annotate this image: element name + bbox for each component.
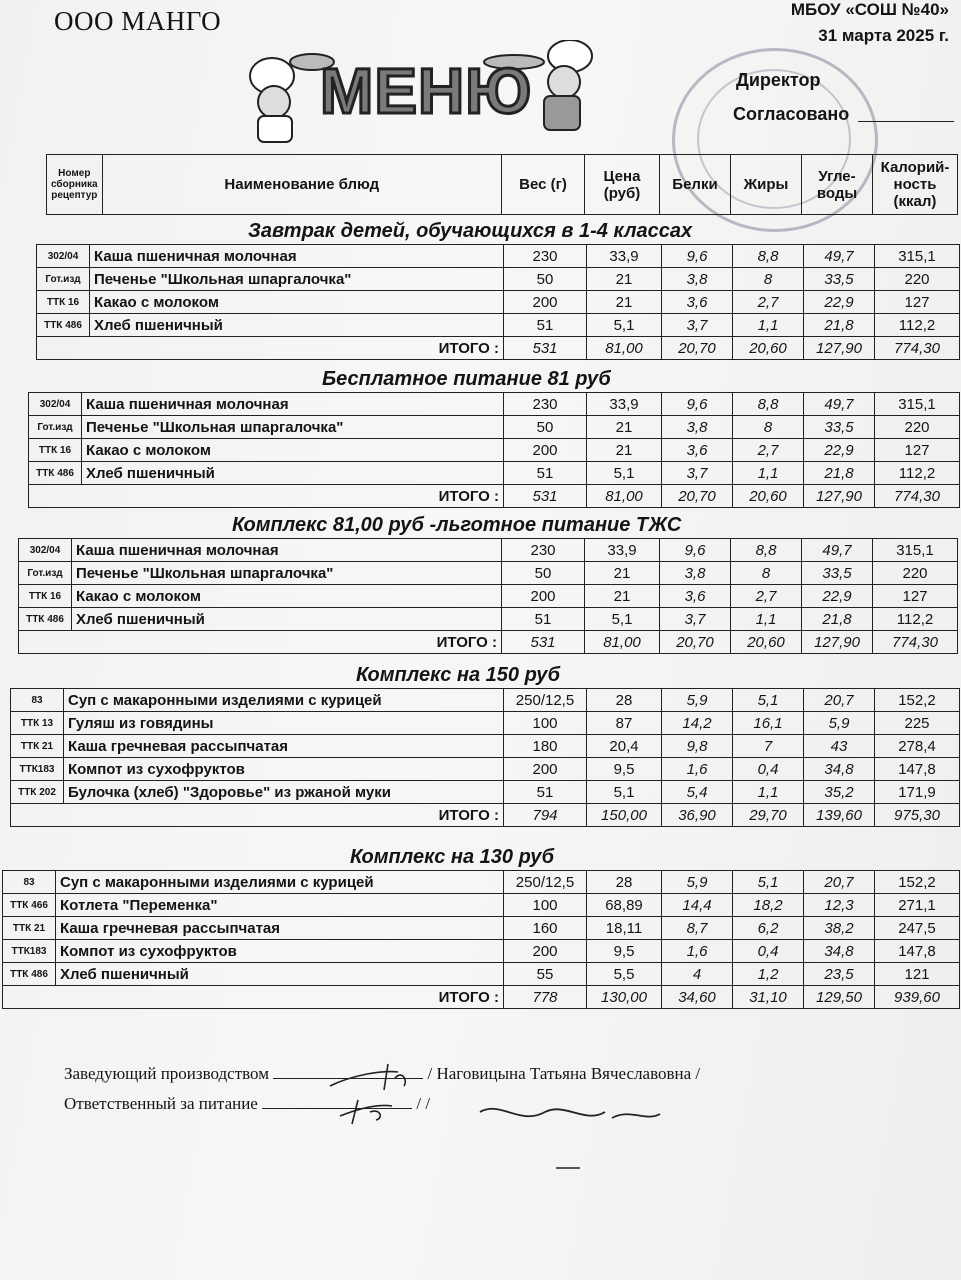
cell-fat: 8,8 xyxy=(733,245,804,268)
table-row xyxy=(19,539,958,562)
total-price: 150,00 xyxy=(587,804,662,827)
total-protein: 20,70 xyxy=(662,337,733,360)
table-row xyxy=(11,781,960,804)
cell-price: 5,5 xyxy=(587,963,662,986)
head-production-label: Заведующий производством xyxy=(64,1064,269,1083)
cell-weight: 250/12,5 xyxy=(504,871,587,894)
col-recipe-number: Номер сборника рецептур xyxy=(47,155,103,215)
dish-name: Хлеб пшеничный xyxy=(82,462,504,485)
cell-price: 87 xyxy=(587,712,662,735)
menu-title: МЕНЮ xyxy=(320,55,533,127)
section-table xyxy=(2,870,960,1009)
recipe-code: 302/04 xyxy=(29,393,82,416)
recipe-code: ТТК 16 xyxy=(29,439,82,462)
cell-cal: 112,2 xyxy=(875,462,960,485)
cell-price: 28 xyxy=(587,871,662,894)
cell-fat: 8,8 xyxy=(733,393,804,416)
table-row xyxy=(37,268,960,291)
cell-protein: 3,8 xyxy=(662,416,733,439)
table-row xyxy=(11,758,960,781)
cell-cal: 220 xyxy=(873,562,958,585)
cell-fat: 7 xyxy=(733,735,804,758)
table-row xyxy=(3,940,960,963)
dish-name: Каша пшеничная молочная xyxy=(72,539,502,562)
cell-cal: 147,8 xyxy=(875,758,960,781)
total-weight: 794 xyxy=(504,804,587,827)
cell-weight: 200 xyxy=(504,439,587,462)
cell-carbs: 23,5 xyxy=(804,963,875,986)
cell-protein: 4 xyxy=(662,963,733,986)
cell-fat: 1,1 xyxy=(733,314,804,337)
total-carbs: 127,90 xyxy=(804,485,875,508)
cell-price: 21 xyxy=(587,291,662,314)
cell-cal: 112,2 xyxy=(875,314,960,337)
table-row xyxy=(29,462,960,485)
dish-name: Печенье "Школьная шпаргалочка" xyxy=(82,416,504,439)
total-price: 130,00 xyxy=(587,986,662,1009)
cell-price: 21 xyxy=(587,439,662,462)
table-row xyxy=(11,712,960,735)
cell-price: 21 xyxy=(585,585,660,608)
total-label: ИТОГО : xyxy=(3,986,504,1009)
cell-weight: 230 xyxy=(502,539,585,562)
total-cal: 975,30 xyxy=(875,804,960,827)
cell-cal: 278,4 xyxy=(875,735,960,758)
cell-fat: 1,1 xyxy=(733,781,804,804)
cell-cal: 121 xyxy=(875,963,960,986)
cell-price: 21 xyxy=(587,268,662,291)
recipe-code: Гот.изд xyxy=(37,268,90,291)
cell-protein: 3,7 xyxy=(660,608,731,631)
recipe-code: ТТК183 xyxy=(11,758,64,781)
cell-fat: 18,2 xyxy=(733,894,804,917)
total-weight: 531 xyxy=(504,485,587,508)
table-row xyxy=(3,963,960,986)
cell-carbs: 33,5 xyxy=(804,416,875,439)
total-label: ИТОГО : xyxy=(37,337,504,360)
menu-logo xyxy=(232,40,612,150)
cell-fat: 1,1 xyxy=(733,462,804,485)
section-table xyxy=(10,688,960,827)
cell-price: 9,5 xyxy=(587,940,662,963)
cell-cal: 315,1 xyxy=(875,245,960,268)
cell-weight: 100 xyxy=(504,894,587,917)
cell-weight: 230 xyxy=(504,245,587,268)
total-fat: 20,60 xyxy=(733,485,804,508)
cell-carbs: 33,5 xyxy=(804,268,875,291)
section-table xyxy=(36,244,960,360)
responsible-label: Ответственный за питание xyxy=(64,1094,258,1113)
recipe-code: ТТК 13 xyxy=(11,712,64,735)
total-row xyxy=(37,337,960,360)
total-row xyxy=(3,986,960,1009)
cell-weight: 200 xyxy=(504,940,587,963)
table-row xyxy=(3,871,960,894)
cell-weight: 200 xyxy=(504,758,587,781)
dish-name: Каша пшеничная молочная xyxy=(90,245,504,268)
recipe-code: 83 xyxy=(11,689,64,712)
cell-price: 5,1 xyxy=(585,608,660,631)
total-weight: 531 xyxy=(502,631,585,654)
section-title: Бесплатное питание 81 руб xyxy=(322,368,611,390)
cell-price: 9,5 xyxy=(587,758,662,781)
cell-price: 33,9 xyxy=(585,539,660,562)
cell-cal: 247,5 xyxy=(875,917,960,940)
table-row xyxy=(37,245,960,268)
cell-price: 28 xyxy=(587,689,662,712)
cell-carbs: 20,7 xyxy=(804,689,875,712)
recipe-code: ТТК 486 xyxy=(19,608,72,631)
recipe-code: Гот.изд xyxy=(29,416,82,439)
cell-fat: 1,2 xyxy=(733,963,804,986)
recipe-code: ТТК 486 xyxy=(37,314,90,337)
cell-carbs: 12,3 xyxy=(804,894,875,917)
col-weight: Вес (г) xyxy=(502,155,585,215)
total-weight: 531 xyxy=(504,337,587,360)
responsible-block xyxy=(64,1094,430,1114)
cell-fat: 16,1 xyxy=(733,712,804,735)
cell-carbs: 49,7 xyxy=(802,539,873,562)
cell-fat: 2,7 xyxy=(731,585,802,608)
table-row xyxy=(19,585,958,608)
responsible-slashes: / / xyxy=(416,1094,431,1113)
cell-fat: 8 xyxy=(731,562,802,585)
total-row xyxy=(11,804,960,827)
total-price: 81,00 xyxy=(587,485,662,508)
cell-weight: 50 xyxy=(502,562,585,585)
cell-protein: 8,7 xyxy=(662,917,733,940)
dish-name: Компот из сухофруктов xyxy=(56,940,504,963)
cell-protein: 14,4 xyxy=(662,894,733,917)
cell-carbs: 22,9 xyxy=(804,291,875,314)
cell-protein: 5,9 xyxy=(662,871,733,894)
total-label: ИТОГО : xyxy=(19,631,502,654)
dish-name: Печенье "Школьная шпаргалочка" xyxy=(90,268,504,291)
cell-carbs: 22,9 xyxy=(802,585,873,608)
total-label: ИТОГО : xyxy=(29,485,504,508)
document-date: 31 марта 2025 г. xyxy=(818,26,949,45)
dish-name: Компот из сухофруктов xyxy=(64,758,504,781)
dish-name: Каша гречневая рассыпчатая xyxy=(56,917,504,940)
cell-cal: 112,2 xyxy=(873,608,958,631)
recipe-code: ТТК 486 xyxy=(29,462,82,485)
col-carbs: Угле-воды xyxy=(802,155,873,215)
cell-protein: 5,9 xyxy=(662,689,733,712)
cell-protein: 3,8 xyxy=(660,562,731,585)
table-row xyxy=(37,314,960,337)
cell-weight: 200 xyxy=(504,291,587,314)
section-table xyxy=(18,538,958,654)
cell-carbs: 38,2 xyxy=(804,917,875,940)
cell-fat: 5,1 xyxy=(733,871,804,894)
cell-protein: 9,8 xyxy=(662,735,733,758)
cell-carbs: 49,7 xyxy=(804,245,875,268)
cell-price: 5,1 xyxy=(587,314,662,337)
dish-name: Печенье "Школьная шпаргалочка" xyxy=(72,562,502,585)
total-protein: 34,60 xyxy=(662,986,733,1009)
dish-name: Какао с молоком xyxy=(72,585,502,608)
recipe-code: ТТК183 xyxy=(3,940,56,963)
dish-name: Булочка (хлеб) "Здоровье" из ржаной муки xyxy=(64,781,504,804)
cell-price: 21 xyxy=(587,416,662,439)
cell-carbs: 49,7 xyxy=(804,393,875,416)
section-title: Комплекс на 150 руб xyxy=(356,664,561,686)
total-protein: 20,70 xyxy=(660,631,731,654)
cell-weight: 250/12,5 xyxy=(504,689,587,712)
cell-fat: 2,7 xyxy=(733,291,804,314)
cell-price: 21 xyxy=(585,562,660,585)
cell-weight: 51 xyxy=(502,608,585,631)
section-table xyxy=(28,392,960,508)
col-price: Цена (руб) xyxy=(585,155,660,215)
table-row xyxy=(3,894,960,917)
total-protein: 20,70 xyxy=(662,485,733,508)
cell-fat: 0,4 xyxy=(733,758,804,781)
cell-price: 18,11 xyxy=(587,917,662,940)
cell-protein: 3,6 xyxy=(660,585,731,608)
total-carbs: 129,50 xyxy=(804,986,875,1009)
col-protein: Белки xyxy=(660,155,731,215)
cell-carbs: 35,2 xyxy=(804,781,875,804)
cell-carbs: 33,5 xyxy=(802,562,873,585)
cell-carbs: 43 xyxy=(804,735,875,758)
total-price: 81,00 xyxy=(587,337,662,360)
cell-carbs: 5,9 xyxy=(804,712,875,735)
cell-price: 5,1 xyxy=(587,462,662,485)
table-row xyxy=(11,735,960,758)
cell-weight: 200 xyxy=(502,585,585,608)
dish-name: Котлета "Переменка" xyxy=(56,894,504,917)
table-row xyxy=(11,689,960,712)
cell-protein: 3,6 xyxy=(662,439,733,462)
total-carbs: 127,90 xyxy=(804,337,875,360)
section-title: Комплекс на 130 руб xyxy=(350,846,555,868)
cell-cal: 152,2 xyxy=(875,689,960,712)
recipe-code: ТТК 21 xyxy=(3,917,56,940)
col-dish-name: Наименование блюд xyxy=(102,155,501,215)
cell-cal: 127 xyxy=(875,291,960,314)
total-fat: 31,10 xyxy=(733,986,804,1009)
cell-weight: 180 xyxy=(504,735,587,758)
cell-protein: 9,6 xyxy=(660,539,731,562)
table-row xyxy=(3,917,960,940)
cell-cal: 127 xyxy=(873,585,958,608)
recipe-code: ТТК 486 xyxy=(3,963,56,986)
cell-weight: 50 xyxy=(504,416,587,439)
dish-name: Гуляш из говядины xyxy=(64,712,504,735)
cell-carbs: 21,8 xyxy=(804,314,875,337)
cell-protein: 1,6 xyxy=(662,940,733,963)
total-row xyxy=(19,631,958,654)
recipe-code: ТТК 466 xyxy=(3,894,56,917)
cell-carbs: 34,8 xyxy=(804,758,875,781)
cell-fat: 8,8 xyxy=(731,539,802,562)
director-label: Директор xyxy=(736,70,821,90)
cell-fat: 8 xyxy=(733,416,804,439)
cell-carbs: 20,7 xyxy=(804,871,875,894)
cell-cal: 225 xyxy=(875,712,960,735)
cell-price: 33,9 xyxy=(587,245,662,268)
cell-fat: 1,1 xyxy=(731,608,802,631)
section-title: Комплекс 81,00 руб -льготное питание ТЖС xyxy=(232,514,682,536)
cell-protein: 9,6 xyxy=(662,245,733,268)
cell-cal: 147,8 xyxy=(875,940,960,963)
menu-table-header xyxy=(46,154,958,215)
cell-carbs: 22,9 xyxy=(804,439,875,462)
total-row xyxy=(29,485,960,508)
cell-cal: 171,9 xyxy=(875,781,960,804)
cell-protein: 9,6 xyxy=(662,393,733,416)
dish-name: Каша гречневая рассыпчатая xyxy=(64,735,504,758)
org-name: ООО МАНГО xyxy=(54,6,222,36)
cell-weight: 160 xyxy=(504,917,587,940)
cell-fat: 5,1 xyxy=(733,689,804,712)
cell-protein: 3,7 xyxy=(662,314,733,337)
table-row xyxy=(37,291,960,314)
cell-protein: 3,6 xyxy=(662,291,733,314)
head-production-name: / Наговицына Татьяна Вячеславовна / xyxy=(427,1064,701,1083)
total-price: 81,00 xyxy=(585,631,660,654)
dish-name: Хлеб пшеничный xyxy=(72,608,502,631)
dish-name: Какао с молоком xyxy=(82,439,504,462)
dish-name: Хлеб пшеничный xyxy=(90,314,504,337)
cell-carbs: 21,8 xyxy=(804,462,875,485)
cell-fat: 0,4 xyxy=(733,940,804,963)
school-name: МБОУ «СОШ №40» xyxy=(790,0,949,19)
total-carbs: 127,90 xyxy=(802,631,873,654)
total-fat: 20,60 xyxy=(733,337,804,360)
recipe-code: ТТК 202 xyxy=(11,781,64,804)
cell-price: 68,89 xyxy=(587,894,662,917)
cell-price: 33,9 xyxy=(587,393,662,416)
cell-weight: 51 xyxy=(504,462,587,485)
cell-fat: 2,7 xyxy=(733,439,804,462)
cell-cal: 315,1 xyxy=(875,393,960,416)
total-protein: 36,90 xyxy=(662,804,733,827)
cell-protein: 1,6 xyxy=(662,758,733,781)
total-cal: 774,30 xyxy=(875,485,960,508)
cell-weight: 51 xyxy=(504,781,587,804)
cell-protein: 3,7 xyxy=(662,462,733,485)
total-fat: 29,70 xyxy=(733,804,804,827)
dish-name: Суп с макаронными изделиями с курицей xyxy=(64,689,504,712)
total-cal: 774,30 xyxy=(875,337,960,360)
cell-cal: 271,1 xyxy=(875,894,960,917)
cell-cal: 220 xyxy=(875,416,960,439)
cell-fat: 8 xyxy=(733,268,804,291)
total-carbs: 139,60 xyxy=(804,804,875,827)
cell-weight: 100 xyxy=(504,712,587,735)
cell-weight: 51 xyxy=(504,314,587,337)
dish-name: Хлеб пшеничный xyxy=(56,963,504,986)
total-cal: 939,60 xyxy=(875,986,960,1009)
total-fat: 20,60 xyxy=(731,631,802,654)
table-row xyxy=(19,608,958,631)
cell-price: 20,4 xyxy=(587,735,662,758)
cell-cal: 152,2 xyxy=(875,871,960,894)
cell-protein: 3,8 xyxy=(662,268,733,291)
recipe-code: ТТК 16 xyxy=(19,585,72,608)
cell-protein: 14,2 xyxy=(662,712,733,735)
recipe-code: 83 xyxy=(3,871,56,894)
cell-fat: 6,2 xyxy=(733,917,804,940)
cell-weight: 55 xyxy=(504,963,587,986)
cell-weight: 50 xyxy=(504,268,587,291)
recipe-code: 302/04 xyxy=(37,245,90,268)
cell-price: 5,1 xyxy=(587,781,662,804)
recipe-code: 302/04 xyxy=(19,539,72,562)
cell-carbs: 21,8 xyxy=(802,608,873,631)
total-label: ИТОГО : xyxy=(11,804,504,827)
signature-block xyxy=(64,1064,700,1084)
table-row xyxy=(29,416,960,439)
recipe-code: ТТК 21 xyxy=(11,735,64,758)
table-row xyxy=(29,439,960,462)
table-row xyxy=(19,562,958,585)
dish-name: Каша пшеничная молочная xyxy=(82,393,504,416)
cell-cal: 220 xyxy=(875,268,960,291)
section-title: Завтрак детей, обучающихся в 1-4 классах xyxy=(248,220,693,242)
col-calories: Калорий-ность (ккал) xyxy=(873,155,958,215)
cell-protein: 5,4 xyxy=(662,781,733,804)
total-cal: 774,30 xyxy=(873,631,958,654)
cell-cal: 315,1 xyxy=(873,539,958,562)
cell-carbs: 34,8 xyxy=(804,940,875,963)
cell-weight: 230 xyxy=(504,393,587,416)
cell-cal: 127 xyxy=(875,439,960,462)
agreed-label: Согласовано xyxy=(733,104,850,124)
table-row xyxy=(29,393,960,416)
dish-name: Какао с молоком xyxy=(90,291,504,314)
recipe-code: ТТК 16 xyxy=(37,291,90,314)
recipe-code: Гот.изд xyxy=(19,562,72,585)
agreed-signature-line xyxy=(858,121,954,122)
total-weight: 778 xyxy=(504,986,587,1009)
col-fat: Жиры xyxy=(731,155,802,215)
dish-name: Суп с макаронными изделиями с курицей xyxy=(56,871,504,894)
